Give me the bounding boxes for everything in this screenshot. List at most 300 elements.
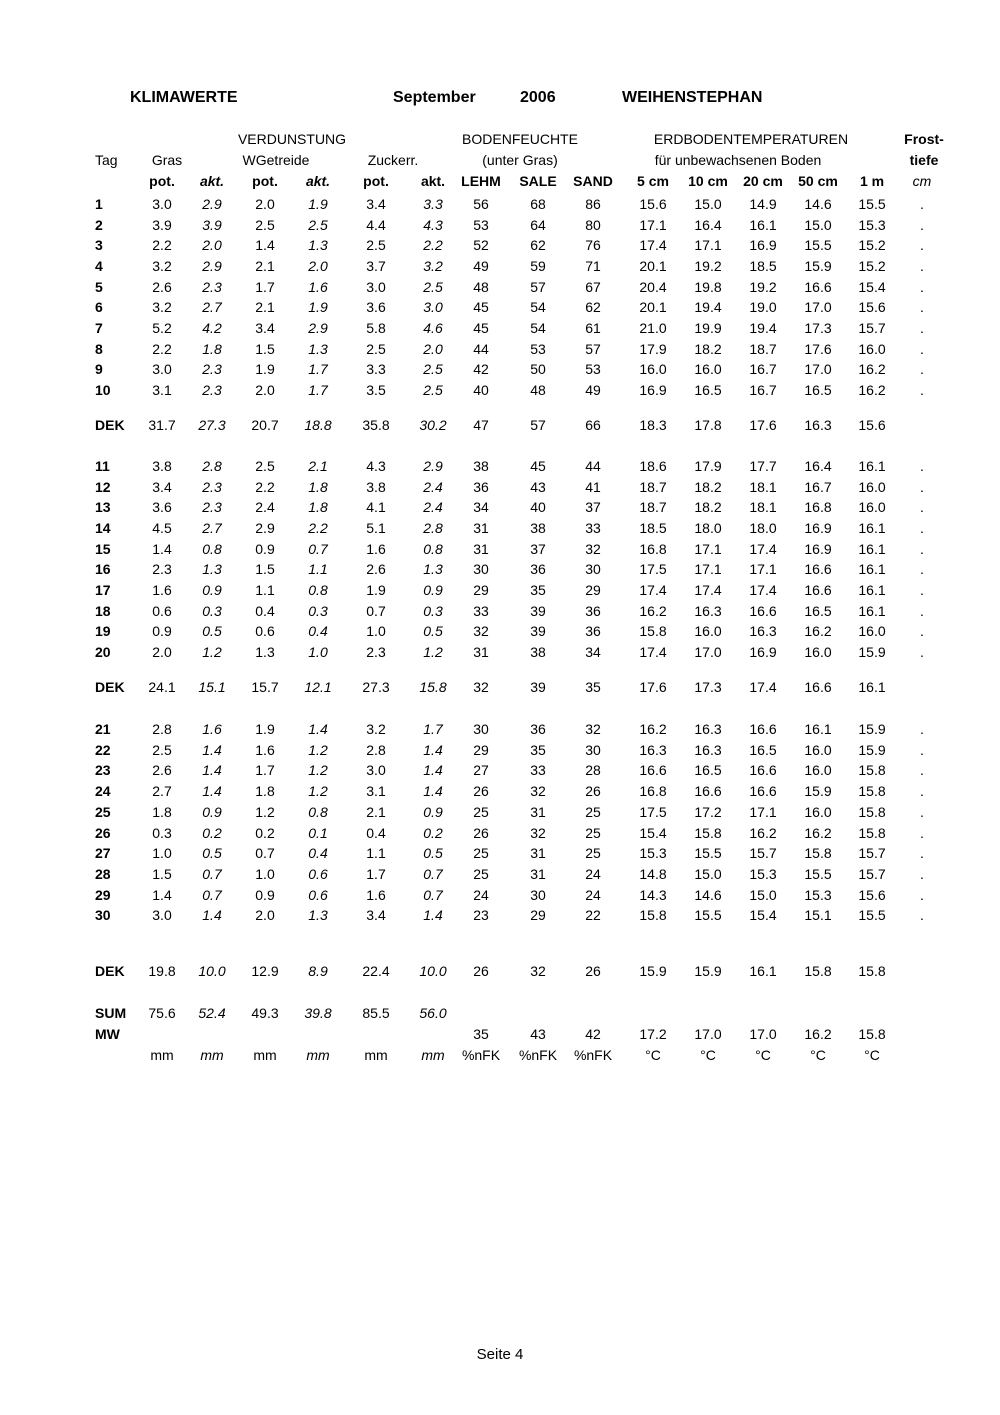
table-cell: 56.0 <box>419 1005 447 1021</box>
table-cell: 30.2 <box>419 417 447 433</box>
table-cell: 34 <box>473 499 489 515</box>
table-cell: 3.2 <box>366 721 386 737</box>
table-cell: 15.6 <box>858 299 886 315</box>
table-cell: 25 <box>585 804 601 820</box>
table-cell: 15.6 <box>858 887 886 903</box>
table-cell: 16.2 <box>639 603 667 619</box>
table-cell: 16.3 <box>639 742 667 758</box>
table-cell: 16.6 <box>804 582 832 598</box>
table-cell: 17.1 <box>694 561 722 577</box>
table-cell: 0.4 <box>308 623 328 639</box>
table-cell: 15.5 <box>694 907 722 923</box>
table-cell: 17.0 <box>694 1026 722 1042</box>
table-cell: 16.3 <box>749 623 777 639</box>
table-cell: . <box>920 742 924 758</box>
table-cell: 17.0 <box>804 299 832 315</box>
row-label: SUM <box>95 1005 127 1021</box>
table-cell: 15.7 <box>858 866 886 882</box>
table-cell: 0.5 <box>423 845 443 861</box>
table-cell: 40 <box>530 499 546 515</box>
table-cell: 37 <box>530 541 546 557</box>
table-cell: 2.5 <box>366 237 386 253</box>
table-cell: 0.2 <box>423 825 443 841</box>
table-cell: 2.9 <box>255 520 275 536</box>
table-cell: 32 <box>530 783 546 799</box>
table-cell: . <box>920 217 924 233</box>
table-cell: 20.1 <box>639 299 667 315</box>
table-cell: 64 <box>530 217 546 233</box>
table-cell: 0.6 <box>255 623 275 639</box>
table-cell: . <box>920 299 924 315</box>
table-cell: 49.3 <box>251 1005 279 1021</box>
table-cell: 3.2 <box>152 258 172 274</box>
table-cell: 15.0 <box>694 196 722 212</box>
table-cell: %nFK <box>461 1047 501 1063</box>
table-cell: 76 <box>585 237 601 253</box>
table-cell: 1.9 <box>308 196 328 212</box>
table-cell: 57 <box>530 279 546 295</box>
table-cell: 2.6 <box>152 762 172 778</box>
table-cell: 27.3 <box>362 679 390 695</box>
table-cell: mm <box>200 1047 224 1063</box>
table-cell: 26 <box>473 825 489 841</box>
table-cell: 24 <box>585 887 601 903</box>
table-cell: 20.4 <box>639 279 667 295</box>
table-cell: 4.5 <box>152 520 172 536</box>
table-cell: 1.3 <box>255 644 275 660</box>
table-cell: 28 <box>585 762 601 778</box>
table-cell: 53 <box>473 217 489 233</box>
table-cell: 2.6 <box>366 561 386 577</box>
table-cell: 17.1 <box>639 217 667 233</box>
table-cell: 15.5 <box>858 196 886 212</box>
table-cell: 15.7 <box>858 845 886 861</box>
table-cell: 18.7 <box>749 341 777 357</box>
table-cell: 27.3 <box>198 417 226 433</box>
table-cell: 75.6 <box>148 1005 176 1021</box>
table-cell: 20.1 <box>639 258 667 274</box>
table-cell: . <box>920 907 924 923</box>
table-cell: 16.3 <box>694 603 722 619</box>
table-cell: 71 <box>585 258 601 274</box>
table-cell: 2.3 <box>202 361 222 377</box>
table-cell: 35 <box>473 1026 489 1042</box>
table-cell: . <box>920 825 924 841</box>
table-cell: 0.9 <box>255 887 275 903</box>
table-cell: 35.8 <box>362 417 390 433</box>
table-cell: 1.2 <box>255 804 275 820</box>
table-cell: 1.6 <box>202 721 222 737</box>
table-cell: . <box>920 279 924 295</box>
table-cell: 25 <box>473 866 489 882</box>
table-cell: 25 <box>473 804 489 820</box>
table-cell: 17.1 <box>694 541 722 557</box>
table-cell: 1.9 <box>308 299 328 315</box>
table-cell: 39 <box>530 679 546 695</box>
table-cell: 18.6 <box>639 458 667 474</box>
table-cell: 16.0 <box>804 762 832 778</box>
table-cell: 33 <box>530 762 546 778</box>
table-cell: 15.4 <box>639 825 667 841</box>
table-cell: 3.7 <box>366 258 386 274</box>
table-cell: 4.3 <box>423 217 443 233</box>
row-label: 7 <box>95 320 103 336</box>
table-cell: 16.1 <box>858 458 886 474</box>
table-cell: 15.6 <box>858 417 886 433</box>
row-label: 27 <box>95 845 111 861</box>
column-header: pot. <box>252 173 278 189</box>
row-label: 30 <box>95 907 111 923</box>
row-label: 16 <box>95 561 111 577</box>
table-cell: 43 <box>530 1026 546 1042</box>
table-cell: . <box>920 258 924 274</box>
table-cell: 15.9 <box>639 963 667 979</box>
column-header: pot. <box>363 173 389 189</box>
table-cell: 18.5 <box>749 258 777 274</box>
table-cell: %nFK <box>518 1047 558 1063</box>
table-cell: 1.7 <box>255 762 275 778</box>
table-cell: 3.0 <box>152 361 172 377</box>
row-label: 28 <box>95 866 111 882</box>
table-cell: 44 <box>473 341 489 357</box>
table-cell: 2.0 <box>255 382 275 398</box>
table-cell: 15.3 <box>639 845 667 861</box>
table-cell: 4.3 <box>366 458 386 474</box>
table-cell: 61 <box>585 320 601 336</box>
table-cell: 44 <box>585 458 601 474</box>
table-cell: 67 <box>585 279 601 295</box>
row-label: 6 <box>95 299 103 315</box>
table-cell: 15.9 <box>858 742 886 758</box>
table-cell: 18.2 <box>694 499 722 515</box>
table-cell: 0.9 <box>202 582 222 598</box>
table-cell: 1.3 <box>308 907 328 923</box>
table-cell: 5.8 <box>366 320 386 336</box>
table-cell: 18.8 <box>304 417 332 433</box>
table-cell: 45 <box>473 299 489 315</box>
table-cell: 24.1 <box>148 679 176 695</box>
table-cell: 16.1 <box>749 217 777 233</box>
table-cell: 1.8 <box>152 804 172 820</box>
header-unter-gras: (unter Gras) <box>482 152 558 168</box>
table-cell: 1.6 <box>366 887 386 903</box>
table-cell: 42 <box>585 1026 601 1042</box>
table-cell: 1.4 <box>255 237 275 253</box>
table-cell: 1.1 <box>255 582 275 598</box>
table-cell: 25 <box>473 845 489 861</box>
table-cell: . <box>920 804 924 820</box>
table-cell: . <box>920 237 924 253</box>
table-cell: 1.4 <box>308 721 328 737</box>
table-cell: 1.8 <box>202 341 222 357</box>
table-cell: 1.6 <box>152 582 172 598</box>
table-cell: 0.7 <box>202 887 222 903</box>
table-cell: 15.3 <box>749 866 777 882</box>
table-cell: 16.0 <box>858 479 886 495</box>
table-cell: 0.9 <box>255 541 275 557</box>
table-cell: 25 <box>585 845 601 861</box>
table-cell: 15.8 <box>858 963 886 979</box>
table-cell: 16.5 <box>694 382 722 398</box>
table-cell: 1.6 <box>255 742 275 758</box>
table-cell: 26 <box>473 783 489 799</box>
table-cell: 16.1 <box>858 582 886 598</box>
table-cell: 16.1 <box>858 603 886 619</box>
table-cell: mm <box>150 1047 174 1063</box>
column-header: SAND <box>573 173 613 189</box>
table-cell: 15.5 <box>694 845 722 861</box>
table-cell: 1.4 <box>202 742 222 758</box>
table-cell: 16.9 <box>749 644 777 660</box>
table-cell: 16.3 <box>694 742 722 758</box>
table-cell: 3.3 <box>366 361 386 377</box>
table-cell: 2.6 <box>152 279 172 295</box>
table-cell: °C <box>700 1047 716 1063</box>
table-cell: 1.1 <box>366 845 386 861</box>
table-cell: 17.4 <box>694 582 722 598</box>
table-cell: mm <box>253 1047 277 1063</box>
table-cell: 29 <box>473 582 489 598</box>
table-cell: 1.4 <box>423 742 443 758</box>
table-cell: 15.7 <box>858 320 886 336</box>
table-cell: 43 <box>530 479 546 495</box>
table-cell: 34 <box>585 644 601 660</box>
table-cell: 1.3 <box>423 561 443 577</box>
table-cell: 18.7 <box>639 499 667 515</box>
table-cell: . <box>920 721 924 737</box>
table-cell: 18.1 <box>749 499 777 515</box>
table-cell: 17.0 <box>694 644 722 660</box>
table-cell: 16.6 <box>804 279 832 295</box>
table-cell: 0.4 <box>366 825 386 841</box>
column-header: akt. <box>199 173 225 189</box>
table-cell: 0.7 <box>366 603 386 619</box>
row-label: MW <box>95 1026 120 1042</box>
table-cell: 4.2 <box>202 320 222 336</box>
table-cell: 0.7 <box>423 887 443 903</box>
row-label: 22 <box>95 742 111 758</box>
table-cell: 18.7 <box>639 479 667 495</box>
page-number: Seite 4 <box>476 1346 524 1363</box>
table-cell: 36 <box>530 561 546 577</box>
table-cell: . <box>920 320 924 336</box>
table-cell: 45 <box>530 458 546 474</box>
table-cell: 15.5 <box>858 907 886 923</box>
row-label: DEK <box>95 679 125 695</box>
table-cell: 16.9 <box>804 520 832 536</box>
table-cell: 32 <box>585 721 601 737</box>
table-cell: 15.8 <box>694 825 722 841</box>
table-cell: 17.2 <box>639 1026 667 1042</box>
table-cell: 17.6 <box>804 341 832 357</box>
table-cell: 18.3 <box>639 417 667 433</box>
table-cell: 16.7 <box>804 479 832 495</box>
group-verdunstung: VERDUNSTUNG <box>237 131 347 147</box>
table-cell: 17.3 <box>804 320 832 336</box>
table-cell: 0.2 <box>255 825 275 841</box>
table-cell: 2.5 <box>366 341 386 357</box>
table-cell: 16.0 <box>858 341 886 357</box>
table-cell: 17.4 <box>749 541 777 557</box>
table-cell: 36 <box>585 603 601 619</box>
table-cell: 16.4 <box>694 217 722 233</box>
table-cell: 2.3 <box>202 382 222 398</box>
table-cell: 3.6 <box>366 299 386 315</box>
table-cell: 3.2 <box>152 299 172 315</box>
table-cell: 16.6 <box>694 783 722 799</box>
table-cell: 2.1 <box>255 299 275 315</box>
table-cell: 2.1 <box>308 458 328 474</box>
table-cell: 12.9 <box>251 963 279 979</box>
table-cell: 16.1 <box>858 520 886 536</box>
table-cell: 2.3 <box>202 499 222 515</box>
table-cell: 15.8 <box>804 845 832 861</box>
row-label: 1 <box>95 196 103 212</box>
table-cell: 35 <box>585 679 601 695</box>
header-wgetreide: WGetreide <box>242 152 310 168</box>
table-cell: 0.9 <box>202 804 222 820</box>
table-cell: 31 <box>530 845 546 861</box>
table-cell: 3.9 <box>152 217 172 233</box>
table-cell: 19.4 <box>749 320 777 336</box>
table-cell: 16.5 <box>694 762 722 778</box>
table-cell: 16.6 <box>804 561 832 577</box>
column-header: LEHM <box>461 173 501 189</box>
table-cell: 16.6 <box>749 603 777 619</box>
table-cell: 16.1 <box>804 721 832 737</box>
table-cell: 57 <box>530 417 546 433</box>
header-tag: Tag <box>95 152 118 168</box>
row-label: DEK <box>95 963 125 979</box>
table-cell: 27 <box>473 762 489 778</box>
group-erdbodentemperaturen: ERDBODENTEMPERATUREN <box>653 131 849 147</box>
table-cell: 19.0 <box>749 299 777 315</box>
table-cell: 1.3 <box>308 341 328 357</box>
table-cell: 14.8 <box>639 866 667 882</box>
table-cell: 57 <box>585 341 601 357</box>
table-cell: °C <box>755 1047 771 1063</box>
table-cell: 2.1 <box>366 804 386 820</box>
table-cell: 4.4 <box>366 217 386 233</box>
table-cell: 16.0 <box>694 623 722 639</box>
table-cell: 15.1 <box>804 907 832 923</box>
table-cell: 62 <box>585 299 601 315</box>
row-label: DEK <box>95 417 125 433</box>
table-cell: 2.2 <box>308 520 328 536</box>
table-cell: 18.1 <box>749 479 777 495</box>
row-label: 13 <box>95 499 111 515</box>
table-cell: 16.9 <box>639 382 667 398</box>
table-cell: 2.9 <box>308 320 328 336</box>
table-cell: 1.0 <box>255 866 275 882</box>
table-cell: 16.9 <box>804 541 832 557</box>
table-cell: 1.2 <box>423 644 443 660</box>
table-cell: . <box>920 561 924 577</box>
table-cell: 3.8 <box>366 479 386 495</box>
table-cell: 0.3 <box>308 603 328 619</box>
table-cell: 15.0 <box>804 217 832 233</box>
header-zuckerr: Zuckerr. <box>367 152 419 168</box>
table-cell: 0.5 <box>202 623 222 639</box>
row-label: 14 <box>95 520 111 536</box>
table-cell: 53 <box>585 361 601 377</box>
table-cell: 18.5 <box>639 520 667 536</box>
row-label: 2 <box>95 217 103 233</box>
table-cell: 15.8 <box>639 907 667 923</box>
table-cell: °C <box>864 1047 880 1063</box>
table-cell: 0.7 <box>308 541 328 557</box>
table-cell: 2.7 <box>202 299 222 315</box>
header-gras: Gras <box>151 152 183 168</box>
table-cell: 49 <box>585 382 601 398</box>
table-cell: %nFK <box>573 1047 613 1063</box>
table-cell: 2.9 <box>202 258 222 274</box>
table-cell: 32 <box>530 963 546 979</box>
table-cell: 1.4 <box>202 907 222 923</box>
table-cell: 15.4 <box>858 279 886 295</box>
table-cell: 3.0 <box>152 907 172 923</box>
table-cell: 16.0 <box>694 361 722 377</box>
table-cell: 16.8 <box>639 541 667 557</box>
table-cell: 33 <box>585 520 601 536</box>
table-cell: 15.8 <box>804 963 832 979</box>
table-cell: 1.5 <box>152 866 172 882</box>
table-cell: 2.2 <box>152 237 172 253</box>
table-cell: . <box>920 479 924 495</box>
table-cell: 19.9 <box>694 320 722 336</box>
table-cell: 16.7 <box>749 361 777 377</box>
table-cell: 26 <box>585 963 601 979</box>
table-cell: . <box>920 541 924 557</box>
table-cell: 2.4 <box>423 499 443 515</box>
column-header: akt. <box>420 173 446 189</box>
table-cell: 17.5 <box>639 561 667 577</box>
table-cell: 2.3 <box>202 279 222 295</box>
table-cell: . <box>920 341 924 357</box>
table-cell: 15.0 <box>694 866 722 882</box>
table-cell: 0.6 <box>308 866 328 882</box>
table-cell: 2.3 <box>366 644 386 660</box>
table-cell: 15.9 <box>858 644 886 660</box>
table-cell: . <box>920 499 924 515</box>
table-cell: 15.9 <box>804 783 832 799</box>
table-cell: 54 <box>530 320 546 336</box>
table-cell: . <box>920 458 924 474</box>
table-cell: 10.0 <box>419 963 447 979</box>
table-cell: 1.2 <box>202 644 222 660</box>
table-cell: 2.0 <box>423 341 443 357</box>
row-label: 8 <box>95 341 103 357</box>
table-cell: 0.6 <box>308 887 328 903</box>
group-frosttiefe: Frost- <box>904 131 944 147</box>
table-cell: 1.7 <box>366 866 386 882</box>
table-cell: 16.6 <box>804 679 832 695</box>
table-cell: 2.7 <box>202 520 222 536</box>
table-cell: 3.0 <box>366 279 386 295</box>
table-cell: 86 <box>585 196 601 212</box>
table-cell: 32 <box>530 825 546 841</box>
table-cell: 2.5 <box>423 279 443 295</box>
table-cell: 0.5 <box>423 623 443 639</box>
table-cell: 21.0 <box>639 320 667 336</box>
table-cell: 0.8 <box>423 541 443 557</box>
table-cell: 16.5 <box>804 382 832 398</box>
table-cell: 19.4 <box>694 299 722 315</box>
table-cell: 22.4 <box>362 963 390 979</box>
table-cell: 0.1 <box>308 825 328 841</box>
table-cell: 30 <box>473 721 489 737</box>
table-cell: 1.5 <box>255 561 275 577</box>
